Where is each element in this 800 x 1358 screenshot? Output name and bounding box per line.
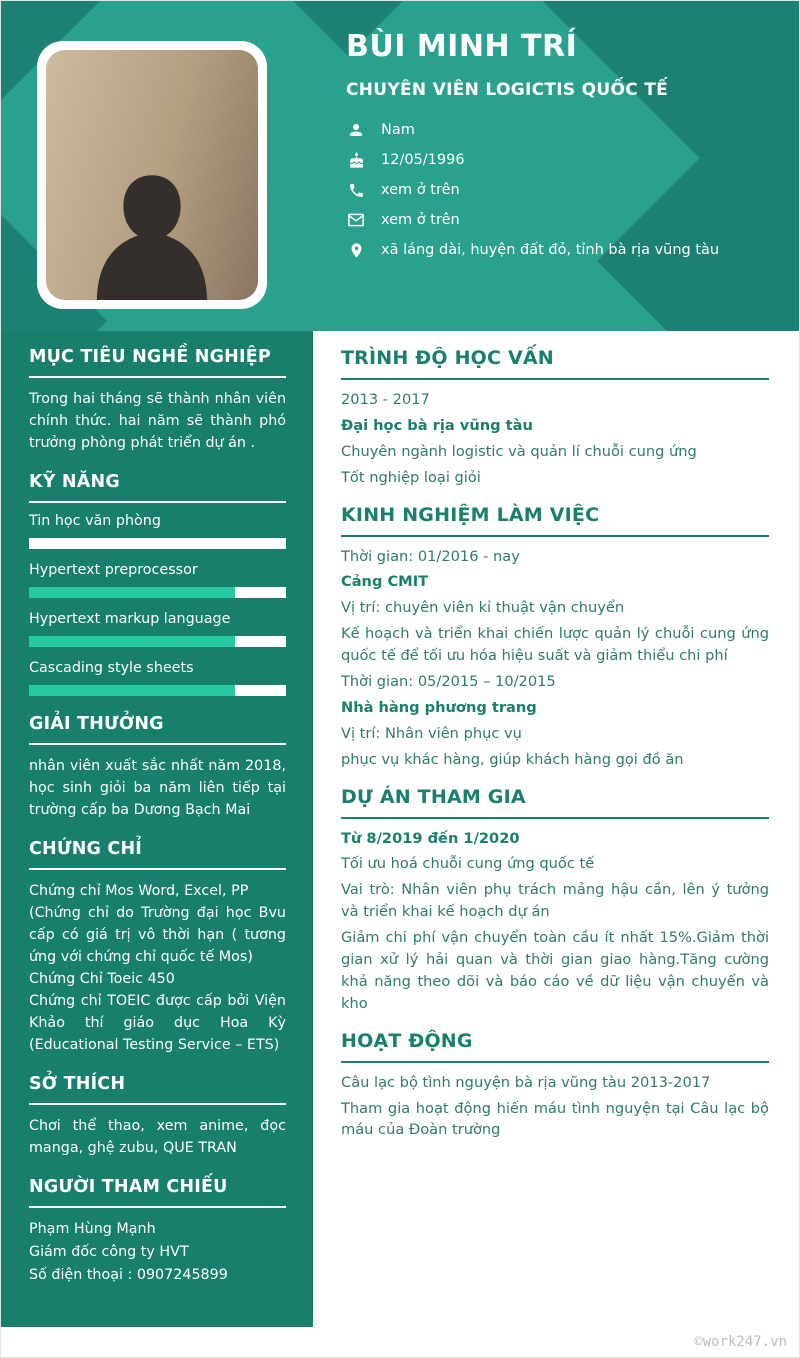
skill-label: Cascading style sheets	[29, 660, 194, 677]
contact-text: xem ở trên	[381, 211, 460, 228]
certificate-line: (Chứng chỉ do Trường đại học Bvu cấp có giá trị vô thời hạn ( tương ứng với chứng chỉ quốc tế Mos)	[29, 905, 286, 966]
project-result: Giảm chi phí vận chuyển toàn cầu ít nhất 15%.Giảm thời gian xử lý hải quan và thời gian giao hàng.Tăng cường khả năng theo dõi và báo cáo về dữ liệu vận chuyển và kho	[341, 929, 769, 1012]
contact-row-phone	[346, 175, 777, 205]
skill-bar-fill	[29, 587, 235, 598]
job-position: Vị trí: Nhân viên phục vụ	[341, 724, 522, 742]
section-title: DỰ ÁN THAM GIA	[341, 786, 769, 819]
job-period: Thời gian: 01/2016 - nay	[341, 547, 520, 565]
phone-icon	[346, 182, 366, 199]
section-title: GIẢI THƯỞNG	[29, 714, 286, 745]
education-period: 2013 - 2017	[341, 391, 430, 408]
section-title: TRÌNH ĐỘ HỌC VẤN	[341, 347, 769, 380]
project-name: Tối ưu hoá chuỗi cung ứng quốc tế	[341, 855, 595, 873]
birthday-icon	[346, 152, 366, 169]
sidebar	[1, 331, 313, 1327]
section-activities	[341, 1030, 769, 1142]
education-school: Đại học bà rịa vũng tàu	[341, 416, 533, 434]
section-title: MỤC TIÊU NGHỀ NGHIỆP	[29, 347, 286, 378]
section-experience	[341, 504, 769, 771]
contact-row-birthday	[346, 145, 777, 175]
education-result: Tốt nghiệp loại giỏi	[341, 468, 481, 486]
skill-item	[29, 562, 286, 598]
job-description: Kế hoạch và triển khai chiến lược quản lý chuỗi cung ứng quốc tế để tối ưu hóa hiệu suất và giảm thiểu chi phí	[341, 625, 769, 665]
objective-text: Trong hai tháng sẽ thành nhân viên chính thức. hai năm sẽ thành phó trưởng phòng phát triển dự án .	[29, 391, 286, 452]
section-projects	[341, 786, 769, 1015]
section-hobbies	[29, 1074, 286, 1159]
activity-item: Tham gia hoạt động hiến máu tình nguyện tại Câu lạc bộ máu của Đoàn trường	[341, 1099, 769, 1139]
contact-row-email	[346, 205, 777, 235]
person-name: BÙI MINH TRÍ	[346, 29, 578, 64]
person-icon	[346, 121, 366, 139]
skill-label: Hypertext preprocessor	[29, 562, 198, 579]
job-company: Cảng CMIT	[341, 573, 429, 591]
skill-bar-fill	[29, 636, 235, 647]
job-description: phục vụ khác hàng, giúp khách hàng gọi đồ ăn	[341, 750, 684, 768]
skill-label: Hypertext markup language	[29, 611, 231, 628]
skill-item	[29, 513, 286, 549]
contact-text: xem ở trên	[381, 181, 460, 198]
job-title: CHUYÊN VIÊN LOGICTIS QUỐC TẾ	[346, 80, 669, 100]
skill-bar-fill	[29, 685, 235, 696]
contact-row-gender	[346, 115, 777, 145]
reference-name: Phạm Hùng Mạnh	[29, 1221, 156, 1238]
contact-text: 12/05/1996	[381, 151, 465, 168]
header	[1, 1, 799, 331]
section-title: NGƯỜI THAM CHIẾU	[29, 1177, 286, 1208]
skill-bar	[29, 685, 286, 696]
section-skills	[29, 472, 286, 696]
job-period: Thời gian: 05/2015 – 10/2015	[341, 673, 556, 691]
skill-item	[29, 660, 286, 696]
project-role: Vai trò: Nhân viên phụ trách mảng hậu cần, lên ý tưởng và triển khai kế hoạch dự án	[341, 881, 769, 921]
contact-text: xã láng dài, huyện đất đỏ, tỉnh bà rịa vũng tàu	[381, 241, 720, 258]
section-objective	[29, 347, 286, 454]
job-position: Vị trí: chuyên viên kỉ thuật vận chuyển	[341, 599, 625, 617]
contact-row-address	[346, 235, 777, 265]
profile-photo	[46, 50, 258, 300]
header-info	[346, 29, 777, 265]
section-title: KỸ NĂNG	[29, 472, 286, 503]
person-silhouette	[46, 171, 258, 300]
certificate-line: Chứng chỉ TOEIC được cấp bởi Viện Khảo thí giáo dục Hoa Kỳ (Educational Testing Service – ETS)	[29, 993, 286, 1054]
skill-item	[29, 611, 286, 647]
section-awards	[29, 714, 286, 821]
section-title: SỞ THÍCH	[29, 1074, 286, 1105]
skill-bar	[29, 538, 286, 549]
certificate-line: Chứng chỉ Mos Word, Excel, PP	[29, 883, 249, 900]
footer	[1, 1327, 799, 1357]
skill-bar	[29, 587, 286, 598]
section-title: CHỨNG CHỈ	[29, 839, 286, 870]
email-icon	[346, 211, 366, 229]
skill-label: Tin học văn phòng	[29, 513, 161, 530]
contact-list	[346, 115, 777, 265]
job-company: Nhà hàng phương trang	[341, 698, 537, 716]
section-certificates	[29, 839, 286, 1056]
reference-phone: Số điện thoại : 0907245899	[29, 1267, 228, 1283]
activity-item: Câu lạc bộ tình nguyện bà rịa vũng tàu 2013-2017	[341, 1073, 711, 1091]
section-title: KINH NGHIỆM LÀM VIỆC	[341, 504, 769, 537]
watermark: ©work247.vn	[694, 1334, 787, 1350]
location-icon	[346, 242, 366, 259]
skill-bar	[29, 636, 286, 647]
section-references	[29, 1177, 286, 1287]
body	[1, 331, 799, 1327]
contact-text: Nam	[381, 121, 415, 138]
hobbies-text: Chơi thể thao, xem anime, đọc manga, ghệ zubu, QUE TRAN	[29, 1118, 286, 1157]
certificate-line: Chứng Chỉ Toeic 450	[29, 971, 175, 988]
awards-text: nhân viên xuất sắc nhất năm 2018, học sinh giỏi ba năm liên tiếp tại trường cấp ba Dương Bạch Mai	[29, 758, 286, 819]
project-period: Từ 8/2019 đến 1/2020	[341, 829, 520, 847]
section-title: HOẠT ĐỘNG	[341, 1030, 769, 1063]
section-education	[341, 347, 769, 489]
profile-photo-frame	[37, 41, 267, 309]
main-column	[313, 331, 799, 1327]
education-major: Chuyên ngành logistic và quản lí chuỗi cung ứng	[341, 442, 697, 460]
reference-position: Giám đốc công ty HVT	[29, 1244, 189, 1261]
